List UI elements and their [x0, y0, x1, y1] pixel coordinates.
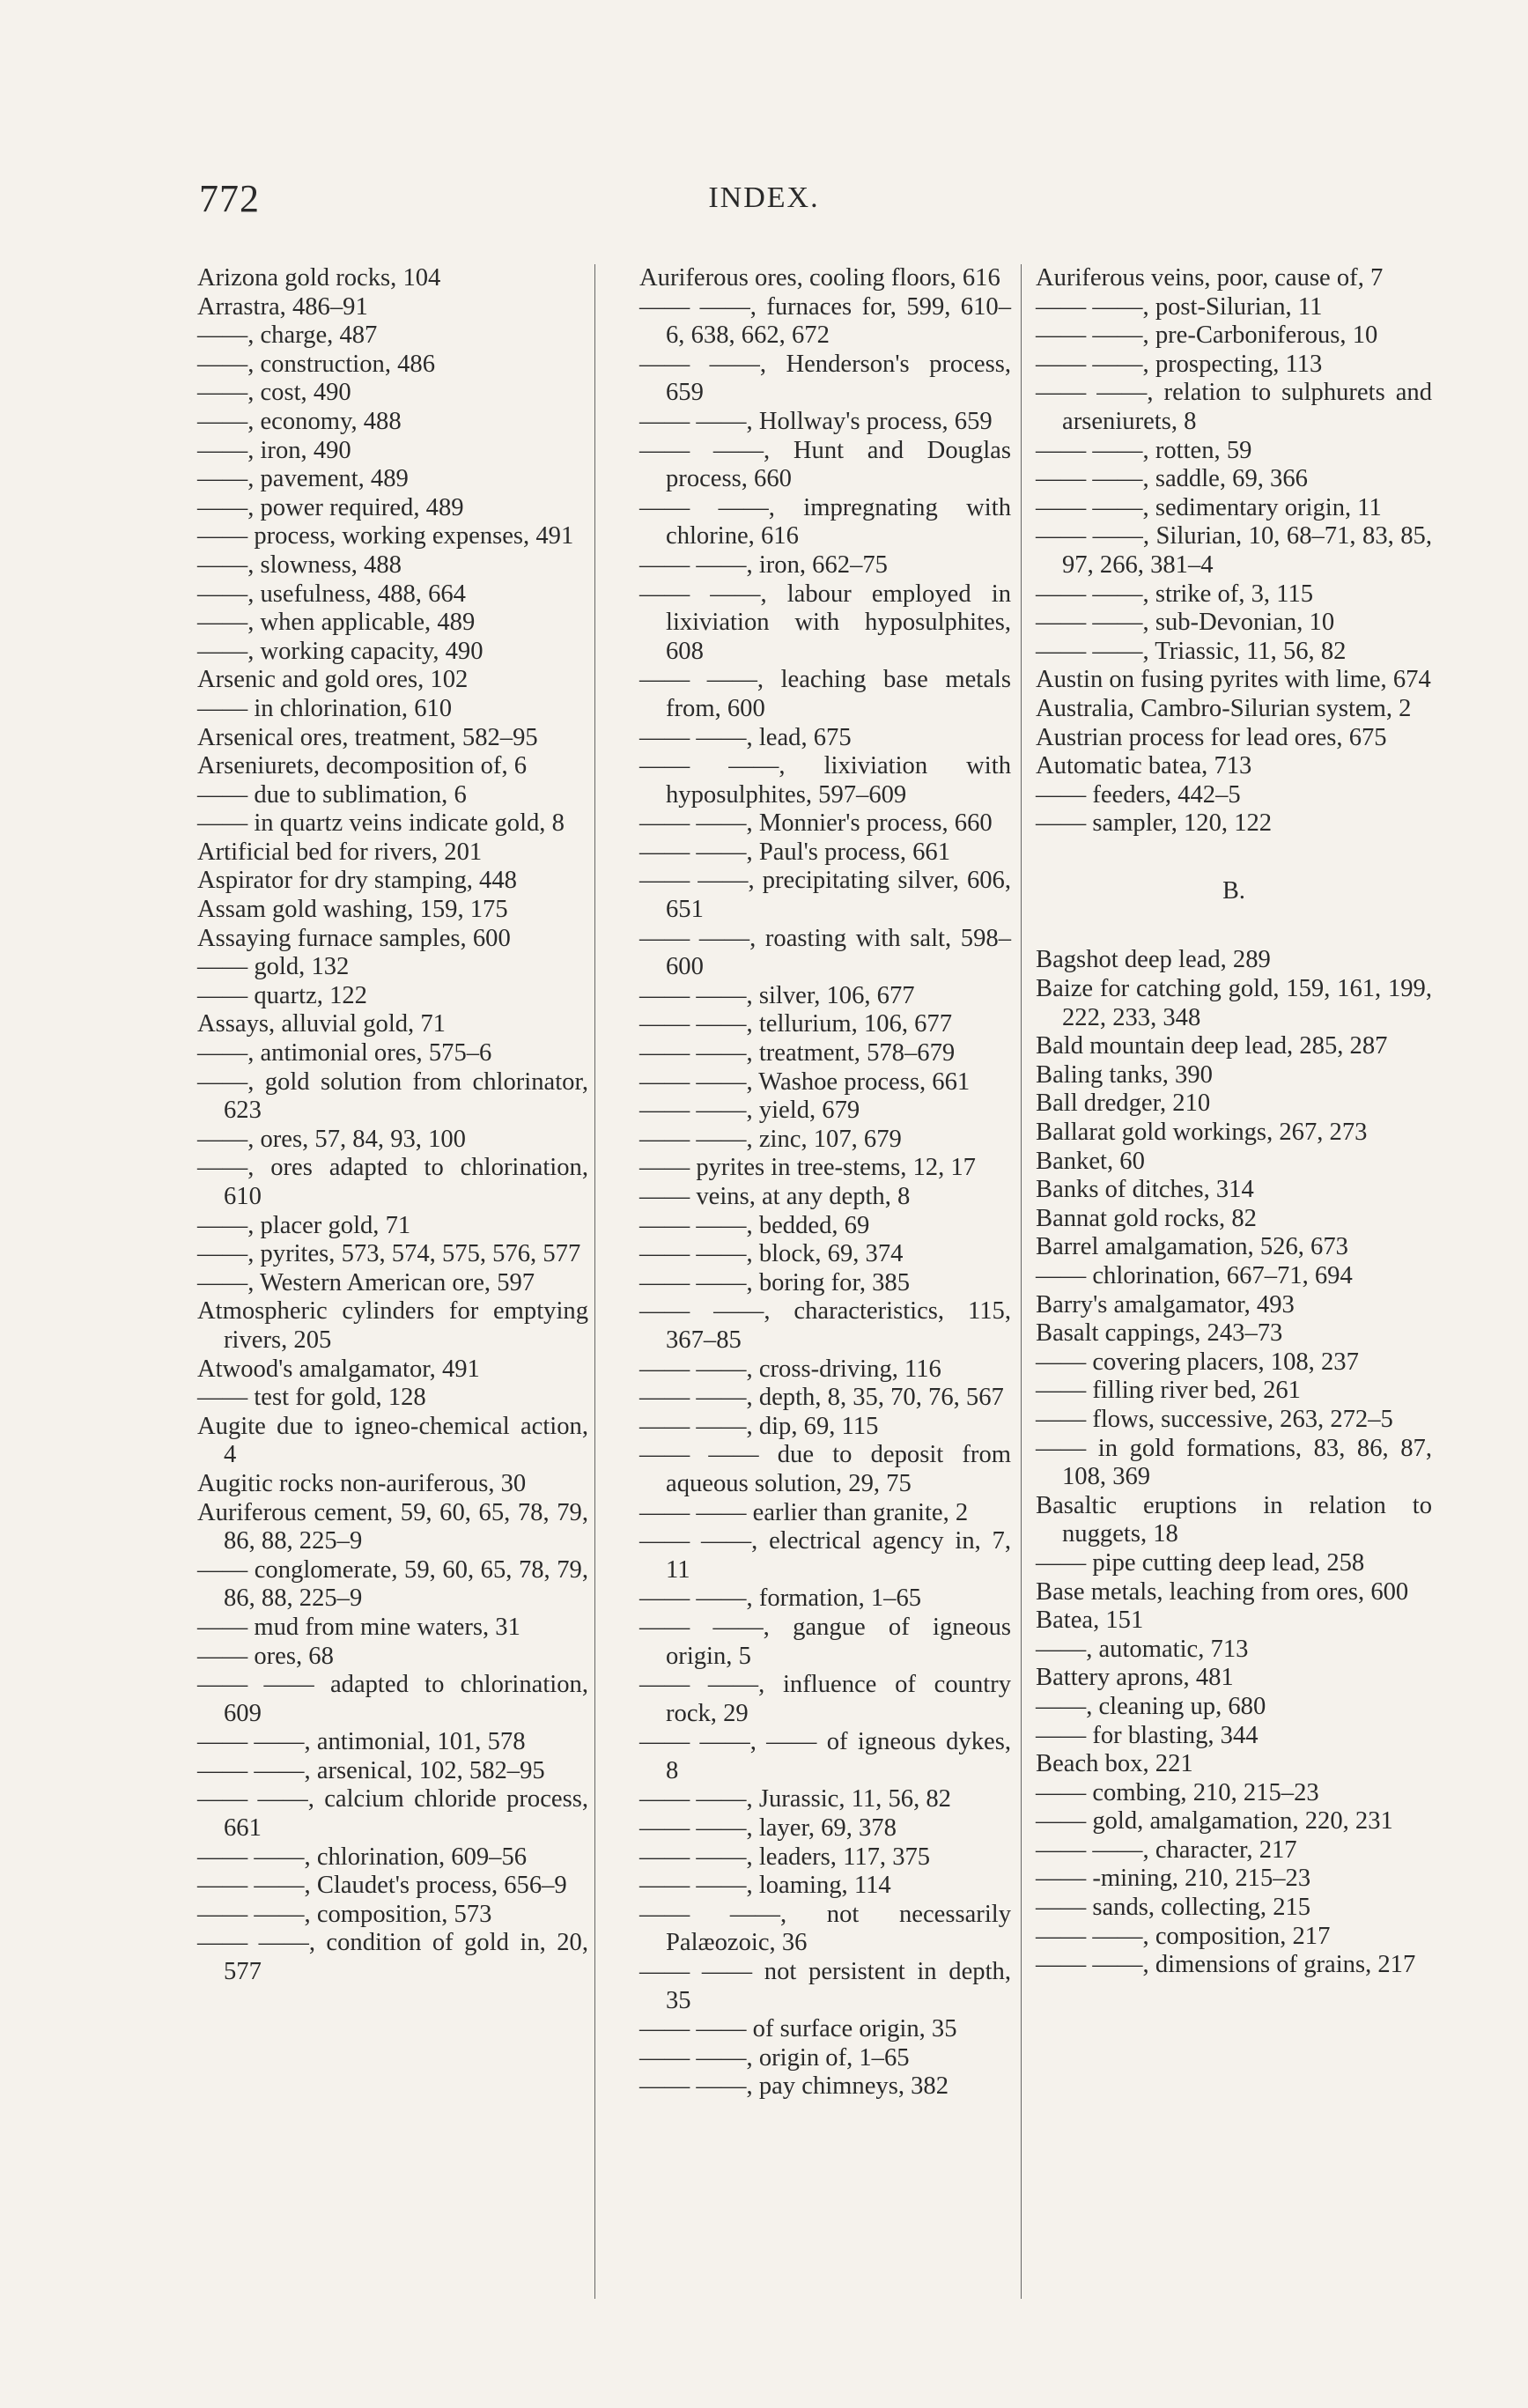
- index-entry: —— due to sublimation, 6: [197, 780, 467, 809]
- index-entry: —— ——, Jurassic, 11, 56, 82: [639, 1785, 951, 1813]
- index-entry: —— ——, composition, 573: [197, 1900, 492, 1928]
- index-entry: —— ——, antimonial, 101, 578: [197, 1728, 526, 1756]
- index-entry: —— ——, dip, 69, 115: [639, 1412, 879, 1440]
- index-group-a: [1036, 264, 1432, 838]
- index-entry: Augite due to igneo-chemical action, 4: [197, 1412, 588, 1469]
- index-entry: Automatic batea, 713: [1036, 752, 1252, 780]
- index-entry: —— —— due to deposit from aqueous solution, 29, 75: [639, 1441, 1011, 1497]
- index-entry: Barrel amalgamation, 526, 673: [1036, 1233, 1348, 1261]
- index-entry: —— ——, chlorination, 609–56: [197, 1843, 528, 1871]
- index-entry: —— ——, depth, 8, 35, 70, 76, 567: [639, 1384, 1004, 1412]
- index-entry: Ballarat gold workings, 267, 273: [1036, 1119, 1368, 1147]
- index-entry: —— feeders, 442–5: [1036, 780, 1241, 809]
- index-entry: —— —— earlier than granite, 2: [639, 1498, 969, 1526]
- index-entry: —— ——, not necessarily Palæozoic, 36: [639, 1900, 1011, 1957]
- index-entry: —— in chlorination, 610: [197, 694, 453, 722]
- index-entry: —— process, working expenses, 491: [197, 522, 574, 550]
- index-entry: —— covering placers, 108, 237: [1036, 1348, 1359, 1376]
- index-entry: Arsenic and gold ores, 102: [197, 666, 469, 694]
- index-entry: —— ——, block, 69, 374: [639, 1240, 904, 1268]
- index-entry: —— for blasting, 344: [1036, 1721, 1259, 1749]
- index-entry: —— ——, Silurian, 10, 68–71, 83, 85, 97, 266, 381–4: [1036, 522, 1432, 579]
- index-entry: —— ——, precipitating silver, 606, 651: [639, 867, 1011, 924]
- index-entry: —— ——, tellurium, 106, 677: [639, 1010, 953, 1038]
- index-entry: Beach box, 221: [1036, 1750, 1193, 1778]
- index-entry: Bannat gold rocks, 82: [1036, 1204, 1257, 1232]
- index-entry: —— ores, 68: [197, 1642, 334, 1670]
- index-entry: —— flows, successive, 263, 272–5: [1036, 1405, 1393, 1433]
- index-entry: ——, usefulness, 488, 664: [197, 580, 466, 608]
- index-entry: Basalt cappings, 243–73: [1036, 1319, 1283, 1348]
- index-entry: —— ——, formation, 1–65: [639, 1584, 922, 1613]
- index-entry: —— ——, Claudet's process, 656–9: [197, 1872, 567, 1900]
- index-column-1: [197, 264, 588, 2299]
- index-entry: —— test for gold, 128: [197, 1384, 426, 1412]
- index-entry: Bald mountain deep lead, 285, 287: [1036, 1032, 1388, 1060]
- index-entry: ——, cost, 490: [197, 379, 351, 407]
- index-entry: —— ——, dimensions of grains, 217: [1036, 1951, 1416, 1979]
- index-entry: —— ——, sub-Devonian, 10: [1036, 609, 1335, 637]
- index-entry: ——, power required, 489: [197, 493, 464, 521]
- index-entry: Artificial bed for rivers, 201: [197, 838, 483, 866]
- index-entry: ——, slowness, 488: [197, 550, 402, 579]
- index-entry: Aspirator for dry stamping, 448: [197, 867, 517, 895]
- index-entry: —— ——, impregnating with chlorine, 616: [639, 493, 1011, 550]
- section-heading-b: B.: [1222, 876, 1245, 905]
- index-entry: ——, placer gold, 71: [197, 1211, 411, 1239]
- index-entry: —— chlorination, 667–71, 694: [1036, 1262, 1353, 1289]
- index-entry: —— ——, calcium chloride process, 661: [197, 1785, 588, 1843]
- index-entry: —— ——, character, 217: [1036, 1836, 1297, 1864]
- index-entry: Atwood's amalgamator, 491: [197, 1355, 480, 1383]
- index-entry: ——, pavement, 489: [197, 465, 409, 493]
- index-entry: —— ——, —— of igneous dykes, 8: [639, 1728, 1011, 1784]
- index-entry: —— -mining, 210, 215–23: [1036, 1865, 1311, 1893]
- index-entry: ——, gold solution from chlorinator, 623: [197, 1067, 588, 1125]
- index-entry: —— ——, condition of gold in, 20, 577: [197, 1929, 588, 1986]
- index-entry: Batea, 151: [1036, 1607, 1144, 1635]
- index-entry: —— ——, characteristics, 115, 367–85: [639, 1297, 1011, 1354]
- index-entry: —— ——, lixiviation with hyposulphites, 597–609: [639, 752, 1011, 809]
- index-entry: —— ——, Henderson's process, 659: [639, 350, 1011, 407]
- index-entry: —— ——, furnaces for, 599, 610–6, 638, 662, 672: [639, 292, 1011, 350]
- index-entry: —— ——, Triassic, 11, 56, 82: [1036, 637, 1347, 665]
- index-entry: —— ——, composition, 217: [1036, 1922, 1331, 1950]
- index-entry: —— ——, silver, 106, 677: [639, 981, 915, 1009]
- index-entry: Battery aprons, 481: [1036, 1664, 1234, 1692]
- index-entry: —— ——, layer, 69, 378: [639, 1814, 897, 1843]
- index-entry: —— combing, 210, 215–23: [1036, 1778, 1319, 1806]
- index-entry: —— ——, lead, 675: [639, 723, 852, 751]
- index-entry: ——, economy, 488: [197, 407, 402, 435]
- index-entry: —— ——, influence of country rock, 29: [639, 1671, 1011, 1727]
- index-entry: —— ——, zinc, 107, 679: [639, 1125, 902, 1153]
- index-entry: —— ——, pre-Carboniferous, 10: [1036, 321, 1378, 350]
- index-entry: —— ——, gangue of igneous origin, 5: [639, 1613, 1011, 1670]
- index-entry: —— pipe cutting deep lead, 258: [1036, 1548, 1365, 1577]
- index-entry: Arrastra, 486–91: [197, 292, 368, 321]
- index-entry: —— mud from mine waters, 31: [197, 1613, 520, 1641]
- index-entry: Auriferous cement, 59, 60, 65, 78, 79, 86, 88, 225–9: [197, 1498, 588, 1555]
- index-entry: —— veins, at any depth, 8: [639, 1183, 911, 1210]
- index-entry: —— ——, labour employed in lixiviation with hyposulphites, 608: [639, 580, 1011, 665]
- index-entry: —— ——, Hollway's process, 659: [639, 407, 993, 435]
- index-entry: —— filling river bed, 261: [1036, 1377, 1301, 1405]
- index-entry: ——, Western American ore, 597: [197, 1268, 535, 1296]
- index-entry: —— conglomerate, 59, 60, 65, 78, 79, 86, 88, 225–9: [197, 1555, 588, 1613]
- index-entry: —— ——, strike of, 3, 115: [1036, 580, 1314, 608]
- column-divider: [1021, 264, 1022, 2299]
- index-entry: Austin on fusing pyrites with lime, 674: [1036, 666, 1431, 694]
- index-entry: ——, antimonial ores, 575–6: [197, 1039, 492, 1067]
- index-entry: Arsenical ores, treatment, 582–95: [197, 723, 538, 751]
- index-entry: —— ——, arsenical, 102, 582–95: [197, 1756, 545, 1784]
- index-entry: Barry's amalgamator, 493: [1036, 1290, 1295, 1318]
- index-entry: —— ——, sedimentary origin, 11: [1036, 493, 1382, 521]
- index-entry: Arizona gold rocks, 104: [197, 264, 441, 292]
- index-entry: Arseniurets, decomposition of, 6: [197, 752, 528, 780]
- running-head: INDEX.: [708, 181, 820, 214]
- index-entry: Auriferous veins, poor, cause of, 7: [1036, 264, 1384, 292]
- index-entry: —— ——, origin of, 1–65: [639, 2043, 910, 2072]
- index-entry: ——, charge, 487: [197, 321, 378, 350]
- index-entry: —— ——, prospecting, 113: [1036, 350, 1323, 378]
- index-entry: —— in quartz veins indicate gold, 8: [197, 809, 565, 838]
- index-entry: ——, automatic, 713: [1036, 1635, 1249, 1663]
- index-entry: ——, pyrites, 573, 574, 575, 576, 577: [197, 1240, 581, 1268]
- index-entry: Atmospheric cylinders for emptying rivers, 205: [197, 1297, 588, 1354]
- index-entry: Bagshot deep lead, 289: [1036, 946, 1271, 974]
- index-entry: —— ——, treatment, 578–679: [639, 1039, 956, 1067]
- index-entry: Banket, 60: [1036, 1147, 1145, 1175]
- index-entry: ——, ores, 57, 84, 93, 100: [197, 1125, 466, 1153]
- page-number: 772: [199, 177, 260, 220]
- index-entry: —— ——, yield, 679: [639, 1097, 860, 1125]
- index-entry: Baize for catching gold, 159, 161, 199, 222, 233, 348: [1036, 975, 1432, 1031]
- index-entry: —— ——, leaders, 117, 375: [639, 1843, 931, 1871]
- index-entry: —— in gold formations, 83, 86, 87, 108, 369: [1036, 1434, 1432, 1491]
- index-entry: Banks of ditches, 314: [1036, 1176, 1254, 1204]
- index-entry: —— ——, post-Silurian, 11: [1036, 292, 1323, 321]
- index-entry: —— ——, iron, 662–75: [639, 550, 888, 579]
- index-entry: Assaying furnace samples, 600: [197, 924, 511, 952]
- index-entry: Australia, Cambro-Silurian system, 2: [1036, 694, 1412, 722]
- index-entry: —— ——, Paul's process, 661: [639, 838, 951, 866]
- index-entry: —— ——, rotten, 59: [1036, 436, 1252, 464]
- column-divider: [594, 264, 595, 2299]
- index-entry: Assays, alluvial gold, 71: [197, 1010, 446, 1038]
- index-entry: Assam gold washing, 159, 175: [197, 896, 508, 924]
- index-entry: —— ——, pay chimneys, 382: [639, 2072, 949, 2101]
- index-entry: Auriferous ores, cooling floors, 616: [639, 264, 1000, 292]
- index-entry: ——, when applicable, 489: [197, 609, 476, 637]
- index-entry: Base metals, leaching from ores, 600: [1036, 1577, 1409, 1606]
- index-entry: —— gold, 132: [197, 953, 350, 981]
- index-entry: —— ——, Hunt and Douglas process, 660: [639, 436, 1011, 493]
- index-entry: —— ——, saddle, 69, 366: [1036, 465, 1308, 493]
- index-entry: Ball dredger, 210: [1036, 1090, 1211, 1118]
- index-column-2: [639, 264, 1011, 2299]
- index-entry: —— —— not persistent in depth, 35: [639, 1958, 1011, 2014]
- index-entry: ——, construction, 486: [197, 350, 436, 378]
- index-entry: —— quartz, 122: [197, 981, 367, 1009]
- index-entry: —— sampler, 120, 122: [1036, 809, 1273, 838]
- index-entry: —— pyrites in tree-stems, 12, 17: [639, 1154, 976, 1182]
- index-entry: —— —— adapted to chlorination, 609: [197, 1671, 588, 1727]
- index-entry: —— —— of surface origin, 35: [639, 2015, 957, 2043]
- index-entry: —— ——, bedded, 69: [639, 1211, 870, 1239]
- index-entry: —— ——, roasting with salt, 598–600: [639, 924, 1011, 981]
- index-entry: —— ——, leaching base metals from, 600: [639, 666, 1011, 722]
- index-entry: Augitic rocks non-auriferous, 30: [197, 1469, 527, 1497]
- index-entry: ——, iron, 490: [197, 436, 351, 464]
- index-entry: Austrian process for lead ores, 675: [1036, 723, 1387, 751]
- index-entry: —— ——, Monnier's process, 660: [639, 809, 993, 838]
- index-entry: —— ——, loaming, 114: [639, 1872, 891, 1900]
- index-entry: —— ——, Washoe process, 661: [639, 1067, 971, 1096]
- index-group-b: [1036, 946, 1432, 1979]
- index-entry: —— sands, collecting, 215: [1036, 1894, 1311, 1922]
- index-entry: Baling tanks, 390: [1036, 1060, 1213, 1089]
- index-entry: —— ——, cross-driving, 116: [639, 1355, 941, 1383]
- index-entry: —— ——, relation to sulphurets and arseniurets, 8: [1036, 379, 1432, 435]
- index-entry: ——, working capacity, 490: [197, 637, 483, 665]
- index-entry: ——, cleaning up, 680: [1036, 1692, 1266, 1720]
- index-entry: —— ——, boring for, 385: [639, 1268, 911, 1296]
- index-entry: —— gold, amalgamation, 220, 231: [1036, 1807, 1393, 1836]
- index-entry: —— ——, electrical agency in, 7, 11: [639, 1527, 1011, 1584]
- index-entry: Basaltic eruptions in relation to nuggets, 18: [1036, 1491, 1432, 1548]
- index-column-3: [1036, 264, 1432, 2299]
- index-entry: ——, ores adapted to chlorination, 610: [197, 1154, 588, 1210]
